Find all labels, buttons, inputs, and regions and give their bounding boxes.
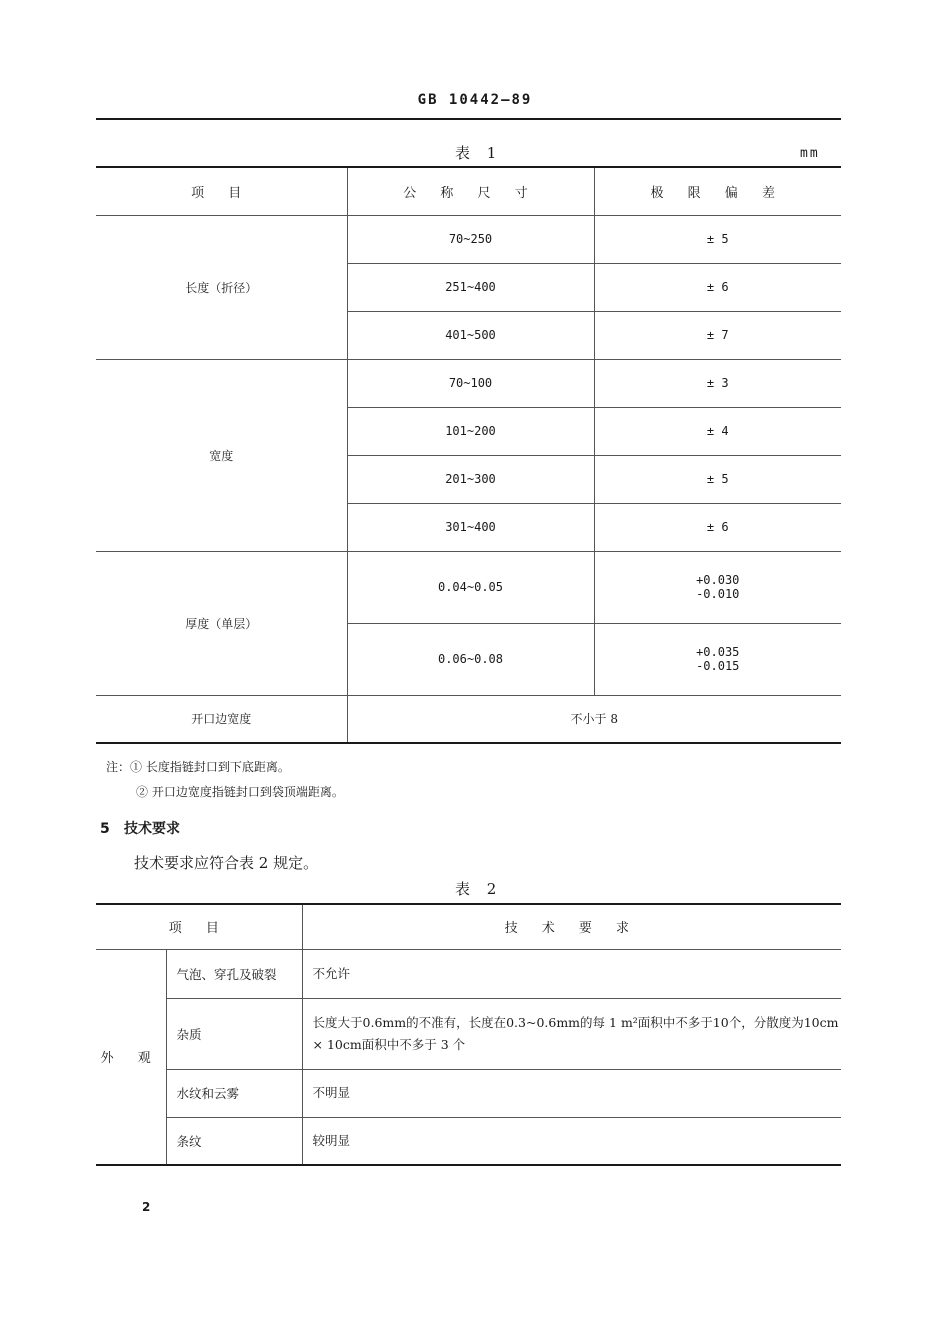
table-cell: 70~100 <box>347 359 594 407</box>
table-cell: ± 6 <box>594 503 841 551</box>
table-2 <box>96 903 841 1166</box>
notes-prefix: 注： <box>106 760 131 774</box>
table-cell: 不允许 <box>302 949 841 998</box>
header-rule <box>96 118 841 120</box>
table-cell: 较明显 <box>302 1117 841 1165</box>
deviation-minus: -0.015 <box>696 659 740 673</box>
standard-code: GB 10442—89 <box>417 92 533 108</box>
page-number: 2 <box>142 1200 151 1214</box>
t1-header-size: 公 称 尺 寸 <box>347 167 594 215</box>
table1-unit: mm <box>800 146 820 161</box>
t2-header-requirement: 技 术 要 求 <box>302 904 841 949</box>
section-title: 技术要求 <box>124 821 180 837</box>
t1-opening-value: 不小于 8 <box>347 695 841 743</box>
table-cell <box>594 623 841 695</box>
table-cell <box>594 551 841 623</box>
table-cell: 条纹 <box>166 1117 302 1165</box>
table2-caption: 表 2 <box>455 880 503 898</box>
table-1 <box>96 166 841 744</box>
table-cell: 0.06~0.08 <box>347 623 594 695</box>
deviation-plus: +0.030 <box>696 573 740 587</box>
t1-item-length: 长度（折径） <box>96 215 347 359</box>
deviation-minus: -0.010 <box>696 587 740 601</box>
t1-item-opening-width: 开口边宽度 <box>96 695 347 743</box>
table-cell: 101~200 <box>347 407 594 455</box>
t1-header-deviation: 极 限 偏 差 <box>594 167 841 215</box>
table-cell: 251~400 <box>347 263 594 311</box>
table-cell: 长度大于0.6mm的不准有，长度在0.3~0.6mm的每 1 m²面积中不多于10个，分散度为10cm × 10cm面积中不多于 3 个 <box>302 998 841 1069</box>
table-cell: 301~400 <box>347 503 594 551</box>
section-paragraph: 技术要求应符合表 2 规定。 <box>134 854 319 872</box>
table-cell: ± 5 <box>594 215 841 263</box>
table-cell: ± 6 <box>594 263 841 311</box>
section-number: 5 <box>100 821 110 837</box>
t2-category-appearance: 外 观 <box>96 949 166 1165</box>
table-cell: 201~300 <box>347 455 594 503</box>
t1-header-item: 项 目 <box>191 185 252 201</box>
table-cell: ± 4 <box>594 407 841 455</box>
table-cell: 401~500 <box>347 311 594 359</box>
table-cell: 杂质 <box>166 998 302 1069</box>
table1-caption: 表 1 <box>455 144 503 162</box>
t1-item-thickness: 厚度（单层） <box>96 551 347 695</box>
table-cell: 水纹和云雾 <box>166 1069 302 1117</box>
note-item: ① 长度指链封口到下底距离。 <box>130 760 290 774</box>
table1-notes <box>106 755 344 805</box>
t2-header-item: 项 目 <box>168 921 229 937</box>
section-heading <box>100 818 180 838</box>
table-cell: 70~250 <box>347 215 594 263</box>
table-cell: ± 5 <box>594 455 841 503</box>
table-cell: 0.04~0.05 <box>347 551 594 623</box>
deviation-plus: +0.035 <box>696 645 740 659</box>
table-cell: ± 7 <box>594 311 841 359</box>
t1-item-width: 宽度 <box>96 359 347 551</box>
table-cell: 不明显 <box>302 1069 841 1117</box>
note-item: ② 开口边宽度指链封口到袋顶端距离。 <box>136 785 344 799</box>
table-cell: 气泡、穿孔及破裂 <box>166 949 302 998</box>
table-cell: ± 3 <box>594 359 841 407</box>
